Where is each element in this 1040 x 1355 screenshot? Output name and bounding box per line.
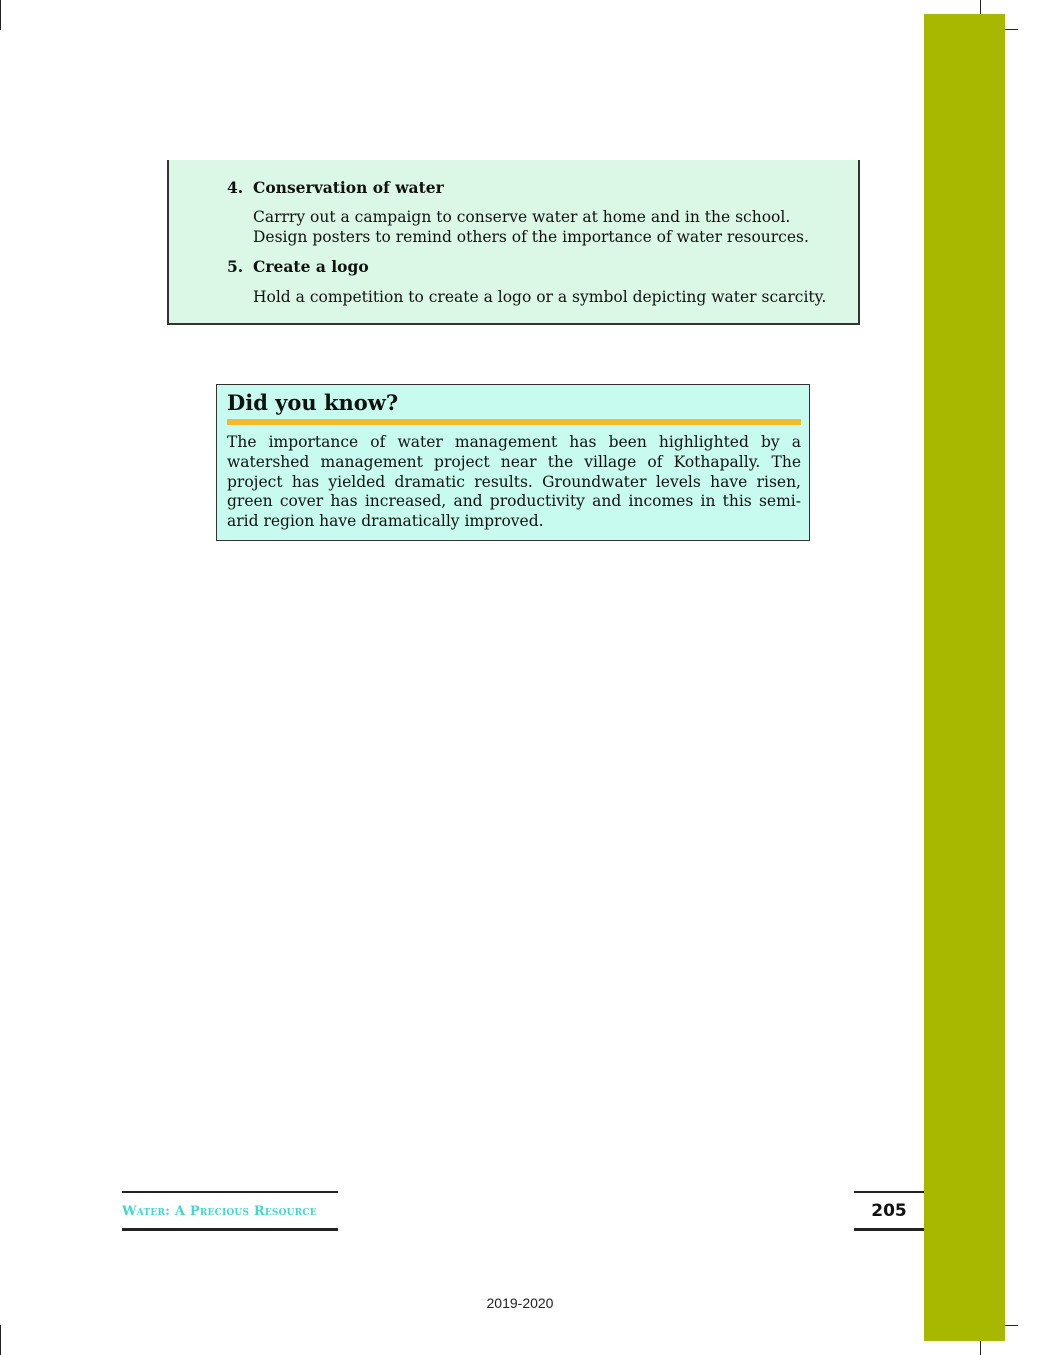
edition-year: 2019-2020 [486,1295,554,1311]
item-title: Conservation of water [253,178,444,197]
item-title: Create a logo [253,257,369,276]
footer-rule [854,1228,924,1231]
footer-rule [122,1228,338,1231]
item-number: 4. [227,178,244,197]
activity-item-body: Hold a competition to create a logo or a symbol depicting water scarcity. [253,288,827,306]
activity-item-heading [227,178,444,197]
activity-box [167,160,860,325]
item-number: 5. [227,257,244,276]
did-you-know-title: Did you know? [227,390,399,415]
did-you-know-text: The importance of water management has been highlighted by a watershed management project near the village of Kothapally. The project has yielded dramatic results. Groundwater levels have risen, green cover has increased, and productivity and incomes in this semi-arid region have dramatically improved. [227,433,801,531]
crop-mark [0,1325,1,1355]
activity-item-heading [227,257,369,276]
activity-item-body: Carrry out a campaign to conserve water at home and in the school. Design posters to remind others of the importance of water resources. [253,208,809,246]
did-you-know-box [216,384,810,541]
crop-mark [0,0,1,30]
side-color-band [924,14,1005,1341]
page-number: 205 [871,1201,907,1221]
chapter-title: Water: A Precious Resource [122,1204,317,1219]
footer-rule [854,1191,924,1193]
footer-rule [122,1191,338,1193]
title-underline [227,419,801,425]
